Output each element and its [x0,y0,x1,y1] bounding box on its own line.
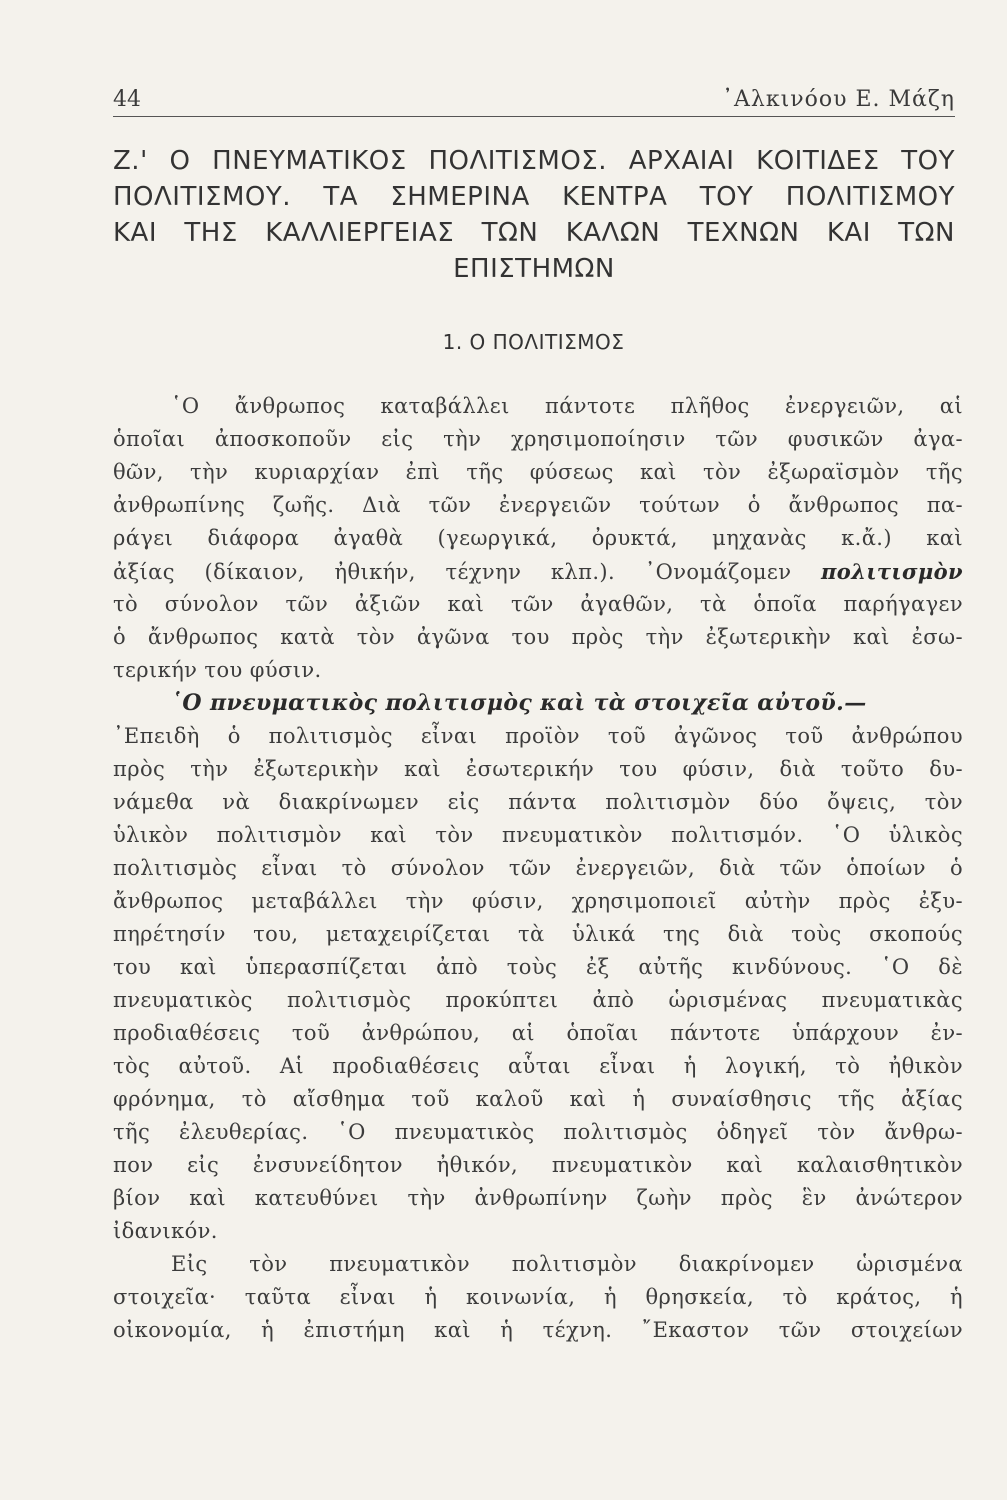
section-title: 1. Ο ΠΟΛΙΤΙΣΜΟΣ [442,330,625,354]
text-line: ἰδανικόν. [113,1219,218,1243]
text-line: ἄνθρωπος μεταβάλλει τὴν φύσιν, χρησιμοποιεῖ αὐτὴν πρὸς ἐξυ- [113,889,963,913]
text-line: πρὸς τὴν ἐξωτερικὴν καὶ ἐσωτερικήν του φύσιν, διὰ τοῦτο δυ- [113,757,963,781]
text-line: θῶν, τὴν κυριαρχίαν ἐπὶ τῆς φύσεως καὶ τὸν ἐξωραϊσμὸν τῆς [113,460,963,484]
chapter-title-line: ΚΑΙ ΤΗΣ ΚΑΛΛΙΕΡΓΕΙΑΣ ΤΩΝ ΚΑΛΩΝ ΤΕΧΝΩΝ ΚΑΙ ΤΩΝ [113,218,955,248]
text-line: πολιτισμὸς εἶναι τὸ σύνολον τῶν ἐνεργειῶν, διὰ τῶν ὁποίων ὁ [113,856,963,880]
chapter-title-line: ΕΠΙΣΤΗΜΩΝ [453,254,615,284]
text-line: τῆς ἐλευθερίας. ῾Ο πνευματικὸς πολιτισμὸς ὁδηγεῖ τὸν ἄνθρω- [113,1120,963,1144]
paragraph-heading: ῾Ο πνευματικὸς πολιτισμὸς καὶ τὰ στοιχεῖα αὐτοῦ.— [171,690,867,716]
text-line: τὸς αὐτοῦ. Αἱ προδιαθέσεις αὗται εἶναι ἡ λογική, τὸ ἠθικὸν [113,1054,963,1078]
text-line: ὁ ἄνθρωπος κατὰ τὸν ἀγῶνα του πρὸς τὴν ἐξωτερικὴν καὶ ἐσω- [113,625,963,649]
chapter-title-line: Ζ.' Ο ΠΝΕΥΜΑΤΙΚΟΣ ΠΟΛΙΤΙΣΜΟΣ. ΑΡΧΑΙΑΙ ΚΟΙΤΙΔΕΣ ΤΟΥ [113,146,955,176]
text-line: τερικήν του φύσιν. [113,658,322,682]
text-line: ράγει διάφορα ἀγαθὰ (γεωργικά, ὀρυκτά, μηχανὰς κ.ἄ.) καὶ [113,526,963,550]
text-line: οἰκονομία, ἡ ἐπιστήμη καὶ ἡ τέχνη. ῎Εκαστον τῶν στοιχείων [113,1318,963,1342]
text-line: νάμεθα νὰ διακρίνωμεν εἰς πάντα πολιτισμὸν δύο ὄψεις, τὸν [113,790,963,814]
bold-term: πολιτισμὸν [821,559,964,584]
text-line: φρόνημα, τὸ αἴσθημα τοῦ καλοῦ καὶ ἡ συναίσθησις τῆς ἀξίας [113,1087,963,1111]
text-line-with-term [113,555,963,588]
text-line: ὁποῖαι ἀποσκοποῦν εἰς τὴν χρησιμοποίησιν τῶν φυσικῶν ἀγα- [113,427,963,451]
text-line: ῾Ο ἄνθρωπος καταβάλλει πάντοτε πλῆθος ἐνεργειῶν, αἱ [171,394,963,418]
running-header-author: ᾿Αλκινόου Ε. Μάζη [722,87,955,112]
text-line: προδιαθέσεις τοῦ ἀνθρώπου, αἱ ὁποῖαι πάντοτε ὑπάρχουν ἐν- [113,1021,963,1045]
text-line: ὑλικὸν πολιτισμὸν καὶ τὸν πνευματικὸν πολιτισμόν. ῾Ο ὑλικὸς [113,823,963,847]
chapter-title-line: ΠΟΛΙΤΙΣΜΟΥ. ΤΑ ΣΗΜΕΡΙΝΑ ΚΕΝΤΡΑ ΤΟΥ ΠΟΛΙΤΙΣΜΟΥ [113,182,955,212]
text-line: βίον καὶ κατευθύνει τὴν ἀνθρωπίνην ζωὴν πρὸς ἓν ἀνώτερον [113,1186,963,1210]
text-line: πνευματικὸς πολιτισμὸς προκύπτει ἀπὸ ὡρισμένας πνευματικὰς [113,988,963,1012]
text-segment: ἀξίας (δίκαιον, ἠθικήν, τέχνην κλπ.). ᾿Ονομάζομεν [113,560,792,584]
text-line: πηρέτησίν του, μεταχειρίζεται τὰ ὑλικά της διὰ τοὺς σκοπούς [113,922,963,946]
text-line: Εἰς τὸν πνευματικὸν πολιτισμὸν διακρίνομεν ὡρισμένα [171,1252,963,1276]
text-line: ᾿Επειδὴ ὁ πολιτισμὸς εἶναι προϊὸν τοῦ ἀγῶνος τοῦ ἀνθρώπου [113,724,963,748]
chapter-title [113,143,955,287]
text-line: του καὶ ὑπερασπίζεται ἀπὸ τοὺς ἐξ αὐτῆς κινδύνους. ῾Ο δὲ [113,955,963,979]
text-line: ἀνθρωπίνης ζωῆς. Διὰ τῶν ἐνεργειῶν τούτων ὁ ἄνθρωπος πα- [113,493,963,517]
running-header [113,78,955,117]
page-number: 44 [113,87,141,112]
body-text [113,390,963,1347]
text-line: στοιχεῖα· ταῦτα εἶναι ἡ κοινωνία, ἡ θρησκεία, τὸ κράτος, ἡ [113,1285,963,1309]
text-line: τὸ σύνολον τῶν ἀξιῶν καὶ τῶν ἀγαθῶν, τὰ ὁποῖα παρήγαγεν [113,592,963,616]
text-line: πον εἰς ἐνσυνείδητον ἠθικόν, πνευματικὸν καὶ καλαισθητικὸν [113,1153,963,1177]
